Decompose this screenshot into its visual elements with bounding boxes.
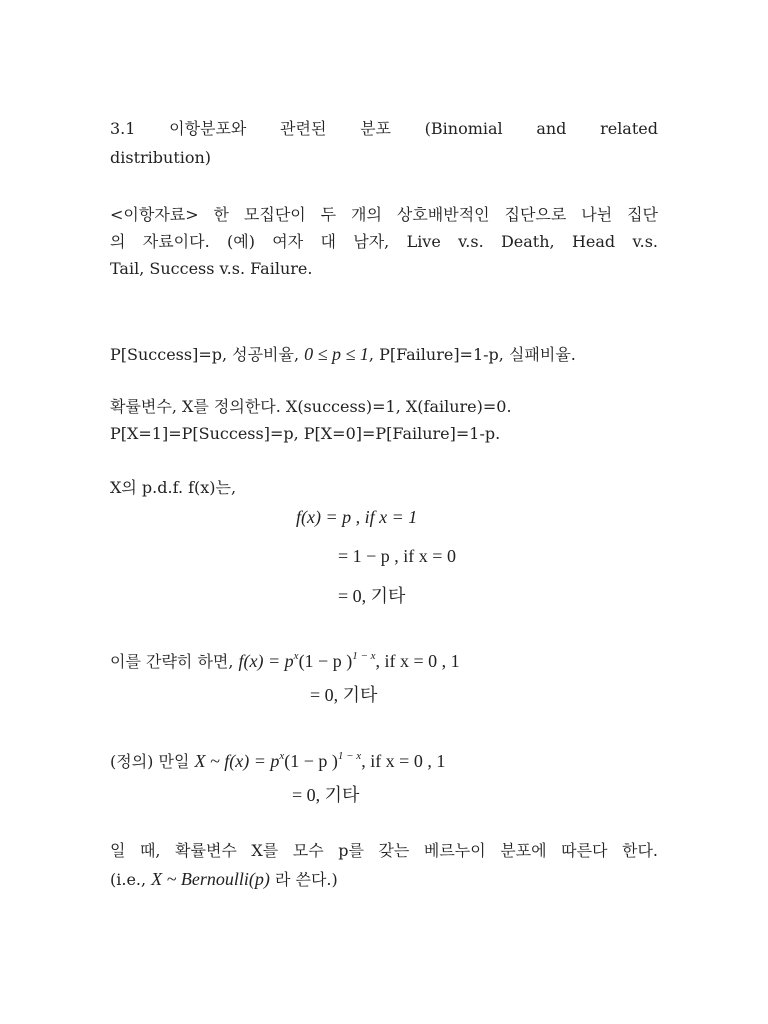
pdf-case-2: = 1 − p , if x = 0 — [338, 546, 456, 566]
pdf-case-1: f(x) = p , if x = 1 — [296, 507, 418, 527]
text: 이를 간략히 하면, — [110, 652, 239, 671]
formula: f(x) = p — [238, 651, 294, 671]
intro-line: 의 자료이다. (예) 여자 대 남자, Live v.s. Death, Head v.s. — [110, 232, 658, 251]
text: , P[Failure]=1-p, 실패비율. — [368, 345, 576, 364]
exponent: 1 − x — [352, 650, 376, 662]
pdf-intro: X의 p.d.f. f(x)는, — [110, 478, 237, 497]
definition-otherwise: = 0, 기타 — [292, 785, 360, 805]
text: (정의) 만일 — [110, 752, 195, 771]
formula: X ~ f(x) = p — [194, 751, 280, 771]
section-title: 3.1 이항분포와 관련된 분포 (Binomial and related — [110, 119, 658, 138]
text: (i.e., — [110, 870, 152, 889]
inequality: 0 ≤ p ≤ 1 — [304, 344, 369, 364]
exponent: 1 − x — [337, 750, 362, 762]
pdf-case-3: = 0, 기타 — [338, 586, 406, 606]
text: P[Success]=p, 성공비율, — [110, 345, 305, 364]
definition-formula — [110, 746, 445, 772]
rv-line: P[X=1]=P[Success]=p, P[X=0]=P[Failure]=1-p. — [110, 424, 501, 443]
formula: , if x = 0 , 1 — [375, 651, 460, 671]
compact-otherwise: = 0, 기타 — [310, 685, 378, 705]
exponent: x — [279, 750, 285, 762]
intro-line: Tail, Success v.s. Failure. — [110, 259, 313, 278]
intro-line: <이항자료> 한 모집단이 두 개의 상호배반적인 집단으로 나뉜 집단 — [110, 205, 658, 224]
conclusion-line — [110, 869, 338, 890]
text: 라 쓴다.) — [269, 870, 338, 889]
rv-line: 확률변수, X를 정의한다. X(success)=1, X(failure)=0. — [110, 397, 512, 416]
conclusion-line: 일 때, 확률변수 X를 모수 p를 갖는 베르누이 분포에 따른다 한다. — [110, 841, 658, 860]
exponent: x — [293, 650, 299, 662]
formula: (1 − p ) — [284, 751, 338, 771]
probability-line — [110, 344, 576, 365]
formula: (1 − p ) — [298, 651, 353, 671]
compact-formula — [110, 646, 460, 672]
section-title-cont: distribution) — [110, 148, 212, 167]
formula: , if x = 0 , 1 — [361, 751, 446, 771]
formula: X ~ Bernoulli(p) — [151, 869, 270, 889]
